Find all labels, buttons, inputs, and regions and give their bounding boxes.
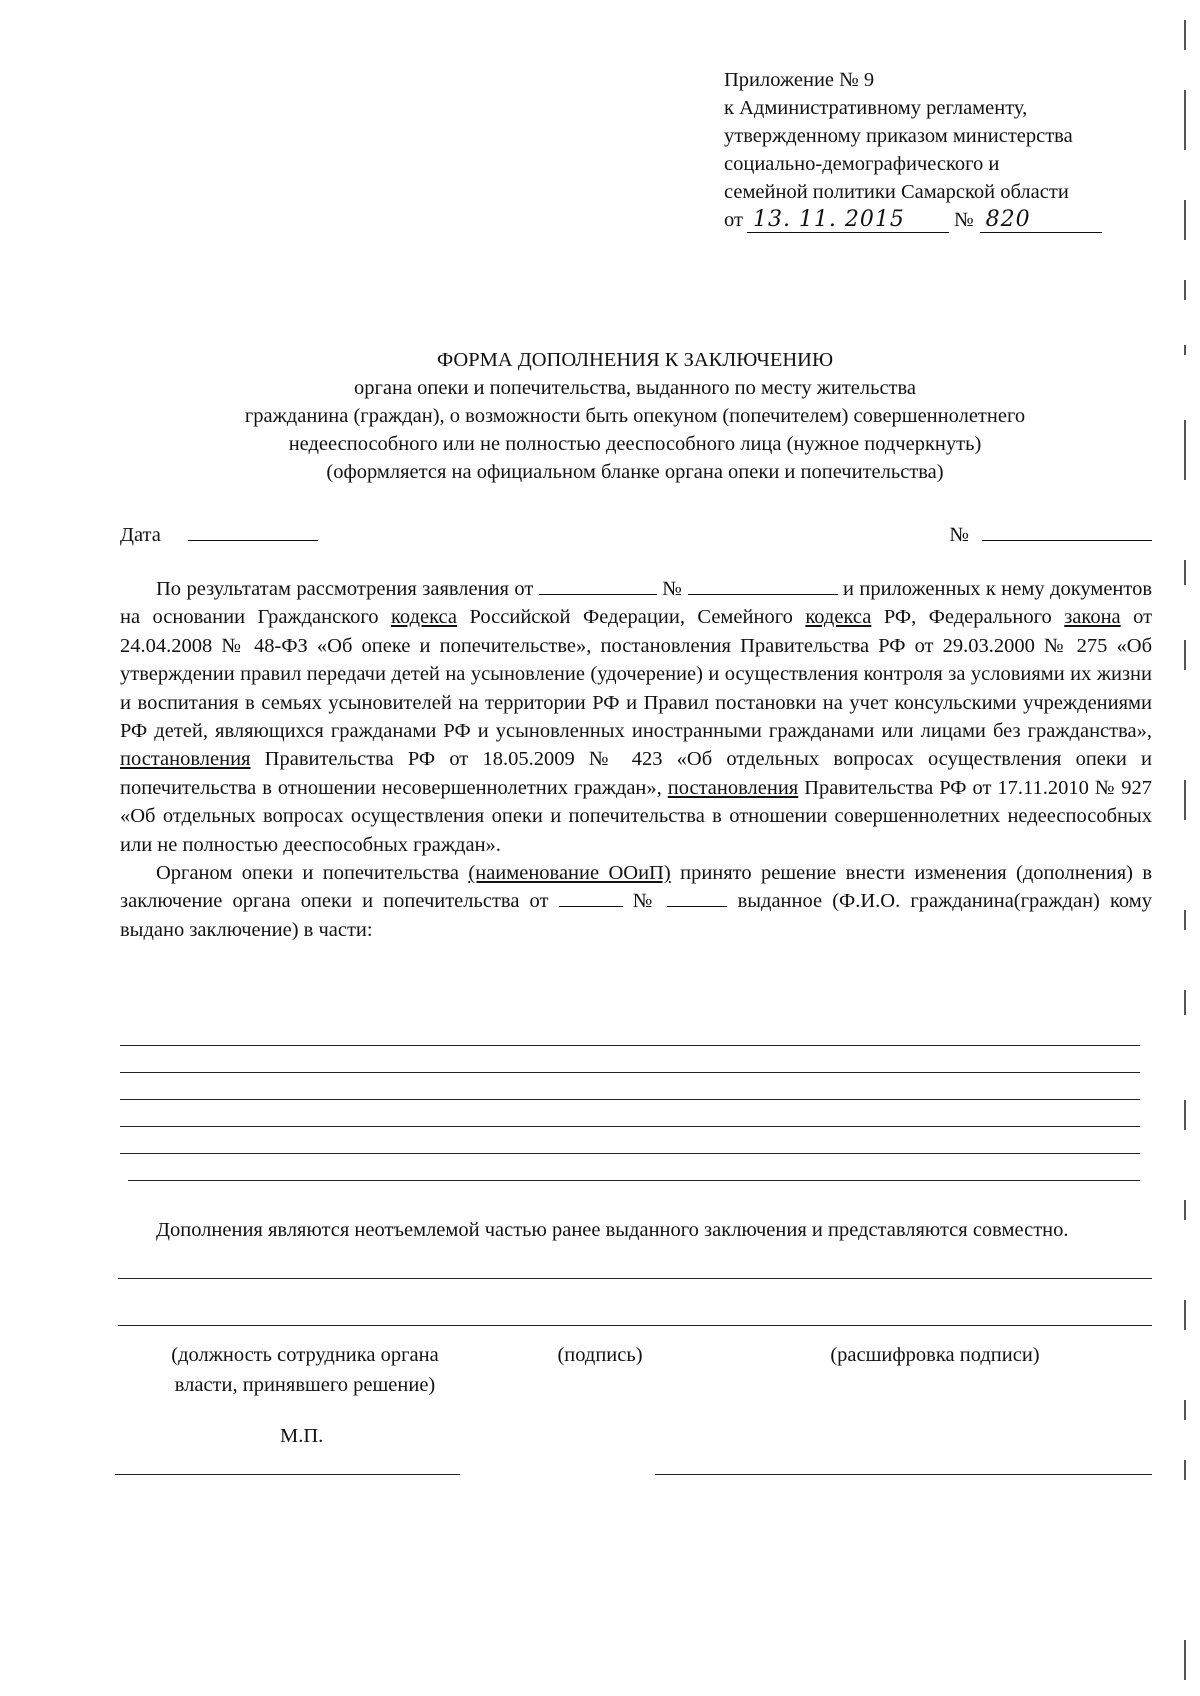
date-number-row: [120, 522, 1152, 552]
fill-in-line[interactable]: [120, 1099, 1140, 1100]
number-field: [949, 522, 1152, 547]
text-span: принято решение внести изменения (дополнения) в заключение органа опеки и попечительства от: [120, 862, 1153, 913]
form-subtitle-line: органа опеки и попечительства, выданного по месту жительства: [353, 377, 917, 399]
conclusion-date-blank[interactable]: [559, 888, 623, 907]
application-number-blank[interactable]: [688, 576, 838, 595]
underlined-term: закона: [1064, 606, 1121, 629]
caption-line: (должность сотрудника органа: [171, 1344, 439, 1366]
text-span: По результатам рассмотрения заявления от: [156, 578, 534, 600]
application-date-blank[interactable]: [539, 576, 657, 595]
text-span: РФ, Федерального: [883, 606, 1052, 629]
signature-line[interactable]: [655, 1474, 1152, 1475]
underlined-term: постановления: [120, 748, 251, 771]
underlined-term: кодекса: [805, 606, 872, 629]
fill-in-line[interactable]: [118, 1325, 1152, 1326]
number-label: №: [949, 524, 969, 546]
caption-line: власти, принявшего решение): [174, 1374, 436, 1396]
note-text: Дополнения являются неотъемлемой частью ранее выданного заключения и представляются совместно.: [156, 1219, 1069, 1241]
fill-in-line[interactable]: [120, 1126, 1140, 1127]
paragraph-legal-basis: [120, 575, 1152, 859]
scan-edge-marks: [1184, 0, 1188, 1696]
appendix-line: Приложение № 9: [724, 69, 875, 91]
date-blank[interactable]: [188, 522, 318, 541]
form-subtitle-line: гражданина (граждан), о возможности быть опекуном (попечителем) совершеннолетнего: [244, 405, 1026, 427]
appendix-block: [724, 66, 1144, 234]
text-span: Правительства РФ от 18.05.2009 № 423 «Об отдельных вопросах осуществления опеки и попечительства в отношении несовершеннолетних граждан»,: [120, 748, 1152, 799]
text-span: Российской Федерации, Семейного: [469, 606, 793, 629]
appendix-date-number-line: [724, 206, 1144, 234]
paragraph-decision: [120, 859, 1152, 944]
form-heading: ФОРМА ДОПОЛНЕНИЯ К ЗАКЛЮЧЕНИЮ: [436, 349, 834, 371]
stamp-place: М.П.: [280, 1425, 324, 1447]
form-title: [120, 346, 1150, 486]
date-field: [120, 522, 318, 547]
underlined-term: кодекса: [391, 606, 458, 629]
number-blank[interactable]: [982, 522, 1152, 541]
form-subtitle-line: (оформляется на официальном бланке органа опеки и попечительства): [326, 461, 944, 483]
conclusion-number-blank[interactable]: [667, 888, 727, 907]
body-text: [120, 575, 1152, 944]
fill-in-line[interactable]: [128, 1180, 1140, 1181]
text-span: №: [632, 890, 658, 913]
text-span: №: [662, 578, 683, 600]
signature-caption: (подпись): [557, 1344, 643, 1366]
signature-line[interactable]: [115, 1474, 460, 1475]
text-span: и приложенных к нему документов на основании Гражданского: [120, 578, 1153, 629]
handwritten-number: 820: [980, 209, 1102, 233]
handwritten-date: 13. 11. 2015: [747, 209, 949, 233]
form-subtitle-line: недееспособного или не полностью дееспособного лица (нужное подчеркнуть): [288, 433, 982, 455]
underlined-term: (наименование ООиП): [468, 862, 671, 885]
appendix-line: социально-демографического и: [724, 153, 1000, 175]
fill-in-line[interactable]: [120, 1072, 1140, 1073]
fill-in-line[interactable]: [120, 1153, 1140, 1154]
underlined-term: постановления: [667, 776, 799, 799]
appendix-from-label: от: [724, 209, 743, 231]
appendix-line: к Административному регламенту,: [724, 97, 1028, 119]
appendix-line: утвержденному приказом министерства: [724, 125, 1073, 147]
note-block: [120, 1215, 1152, 1245]
text-span: от 24.04.2008 № 48-ФЗ «Об опеке и попечительстве», постановления Правительства РФ от 29.03.2000 № 275 «Об утверждении правил передачи детей на усыновление (удочерение) и осуществления контроля за условиями их жизни и воспитания в семьях усыновителей на территории РФ и Правил постановки на учет консульскими учреждениями РФ детей, являющихся гражданами РФ и усыновленных иностранными гражданами или лицами без гражданства»,: [120, 606, 1153, 743]
fill-in-line[interactable]: [120, 1045, 1140, 1046]
text-span: Органом опеки и попечительства: [156, 862, 459, 885]
fill-in-line[interactable]: [118, 1278, 1152, 1279]
date-label: Дата: [120, 524, 161, 546]
appendix-number-label: №: [954, 209, 974, 231]
decoding-caption: (расшифровка подписи): [830, 1344, 1040, 1366]
text-span: выданное (Ф.И.О. гражданина(граждан) кому выдано заключение) в части:: [120, 890, 1152, 941]
text-span: Правительства РФ от 17.11.2010 № 927 «Об отдельных вопросах осуществления опеки и попечительства в отношении совершеннолетних недееспособных или не полностью дееспособных граждан».: [120, 776, 1153, 856]
appendix-line: семейной политики Самарской области: [724, 181, 1069, 203]
position-caption: [140, 1340, 470, 1400]
